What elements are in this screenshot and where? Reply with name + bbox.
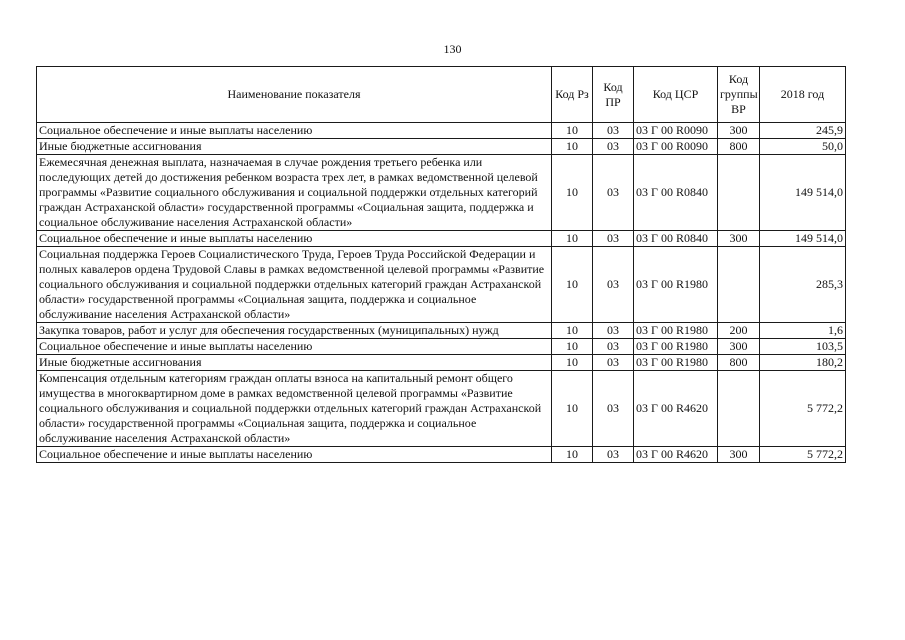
header-pr: Код ПР xyxy=(593,67,634,123)
row-amount: 285,3 xyxy=(760,247,846,323)
row-vr xyxy=(718,155,760,231)
row-csr: 03 Г 00 R4620 xyxy=(634,371,718,447)
row-vr: 300 xyxy=(718,231,760,247)
row-csr: 03 Г 00 R0090 xyxy=(634,123,718,139)
row-amount: 50,0 xyxy=(760,139,846,155)
page-number: 130 xyxy=(443,42,462,56)
row-vr: 200 xyxy=(718,323,760,339)
row-name: Социальное обеспечение и иные выплаты населению xyxy=(37,447,552,463)
table-row xyxy=(37,447,846,463)
row-amount: 5 772,2 xyxy=(760,371,846,447)
table-row xyxy=(37,323,846,339)
row-vr xyxy=(718,247,760,323)
table-row xyxy=(37,231,846,247)
row-csr: 03 Г 00 R1980 xyxy=(634,355,718,371)
row-amount: 149 514,0 xyxy=(760,155,846,231)
table-header-row xyxy=(37,67,846,123)
row-name: Социальное обеспечение и иные выплаты населению xyxy=(37,339,552,355)
row-rz: 10 xyxy=(552,139,593,155)
table-row xyxy=(37,123,846,139)
row-pr: 03 xyxy=(593,355,634,371)
header-name: Наименование показателя xyxy=(37,67,552,123)
row-rz: 10 xyxy=(552,155,593,231)
row-name: Иные бюджетные ассигнования xyxy=(37,139,552,155)
row-name: Иные бюджетные ассигнования xyxy=(37,355,552,371)
row-name: Социальное обеспечение и иные выплаты населению xyxy=(37,123,552,139)
header-year: 2018 год xyxy=(760,67,846,123)
row-pr: 03 xyxy=(593,123,634,139)
row-vr: 800 xyxy=(718,355,760,371)
row-csr: 03 Г 00 R4620 xyxy=(634,447,718,463)
row-name: Закупка товаров, работ и услуг для обеспечения государственных (муниципальных) нужд xyxy=(37,323,552,339)
row-vr: 300 xyxy=(718,447,760,463)
header-rz: Код Рз xyxy=(552,67,593,123)
table-row xyxy=(37,339,846,355)
row-amount: 245,9 xyxy=(760,123,846,139)
table-row xyxy=(37,355,846,371)
table-row xyxy=(37,247,846,323)
row-pr: 03 xyxy=(593,247,634,323)
row-rz: 10 xyxy=(552,447,593,463)
row-amount: 1,6 xyxy=(760,323,846,339)
row-csr: 03 Г 00 R0090 xyxy=(634,139,718,155)
table-row xyxy=(37,139,846,155)
row-rz: 10 xyxy=(552,371,593,447)
row-name: Ежемесячная денежная выплата, назначаемая в случае рождения третьего ребенка или последующих детей до достижения ребенком возраста трех лет, в рамках ведомственной целевой программы «Развитие социального обслуживания и социальной поддержки отдельных категорий граждан Астраханской области» государственной программы «Социальная защита, поддержка и социальное обслуживание населения Астраханской области» xyxy=(37,155,552,231)
row-rz: 10 xyxy=(552,355,593,371)
row-pr: 03 xyxy=(593,155,634,231)
row-csr: 03 Г 00 R1980 xyxy=(634,339,718,355)
row-csr: 03 Г 00 R0840 xyxy=(634,231,718,247)
row-rz: 10 xyxy=(552,323,593,339)
row-csr: 03 Г 00 R1980 xyxy=(634,247,718,323)
row-pr: 03 xyxy=(593,371,634,447)
header-vr: Код группы ВР xyxy=(718,67,760,123)
row-name: Компенсация отдельным категориям граждан оплаты взноса на капитальный ремонт общего имущества в многоквартирном доме в рамках ведомственной целевой программы «Развитие социального обслуживания и социальной поддержки отдельных категорий граждан Астраханской области» государственной программы «Социальная защита, поддержка и социальное обслуживание населения Астраханской области» xyxy=(37,371,552,447)
row-pr: 03 xyxy=(593,139,634,155)
row-csr: 03 Г 00 R0840 xyxy=(634,155,718,231)
table-row xyxy=(37,155,846,231)
row-amount: 149 514,0 xyxy=(760,231,846,247)
row-rz: 10 xyxy=(552,123,593,139)
row-rz: 10 xyxy=(552,339,593,355)
row-vr xyxy=(718,371,760,447)
row-amount: 180,2 xyxy=(760,355,846,371)
row-name: Социальная поддержка Героев Социалистического Труда, Героев Труда Российской Федерации и полных кавалеров ордена Трудовой Славы в рамках ведомственной целевой программы «Развитие социального обслуживания и социальной поддержки отдельных категорий граждан Астраханской области» государственной программы «Социальная защита, поддержка и социальное обслуживание населения Астраханской области» xyxy=(37,247,552,323)
row-rz: 10 xyxy=(552,231,593,247)
row-vr: 800 xyxy=(718,139,760,155)
row-amount: 103,5 xyxy=(760,339,846,355)
budget-table xyxy=(36,66,846,463)
row-amount: 5 772,2 xyxy=(760,447,846,463)
row-vr: 300 xyxy=(718,123,760,139)
row-pr: 03 xyxy=(593,231,634,247)
row-csr: 03 Г 00 R1980 xyxy=(634,323,718,339)
row-pr: 03 xyxy=(593,323,634,339)
row-vr: 300 xyxy=(718,339,760,355)
row-pr: 03 xyxy=(593,447,634,463)
row-rz: 10 xyxy=(552,247,593,323)
row-pr: 03 xyxy=(593,339,634,355)
row-name: Социальное обеспечение и иные выплаты населению xyxy=(37,231,552,247)
table-row xyxy=(37,371,846,447)
header-csr: Код ЦСР xyxy=(634,67,718,123)
